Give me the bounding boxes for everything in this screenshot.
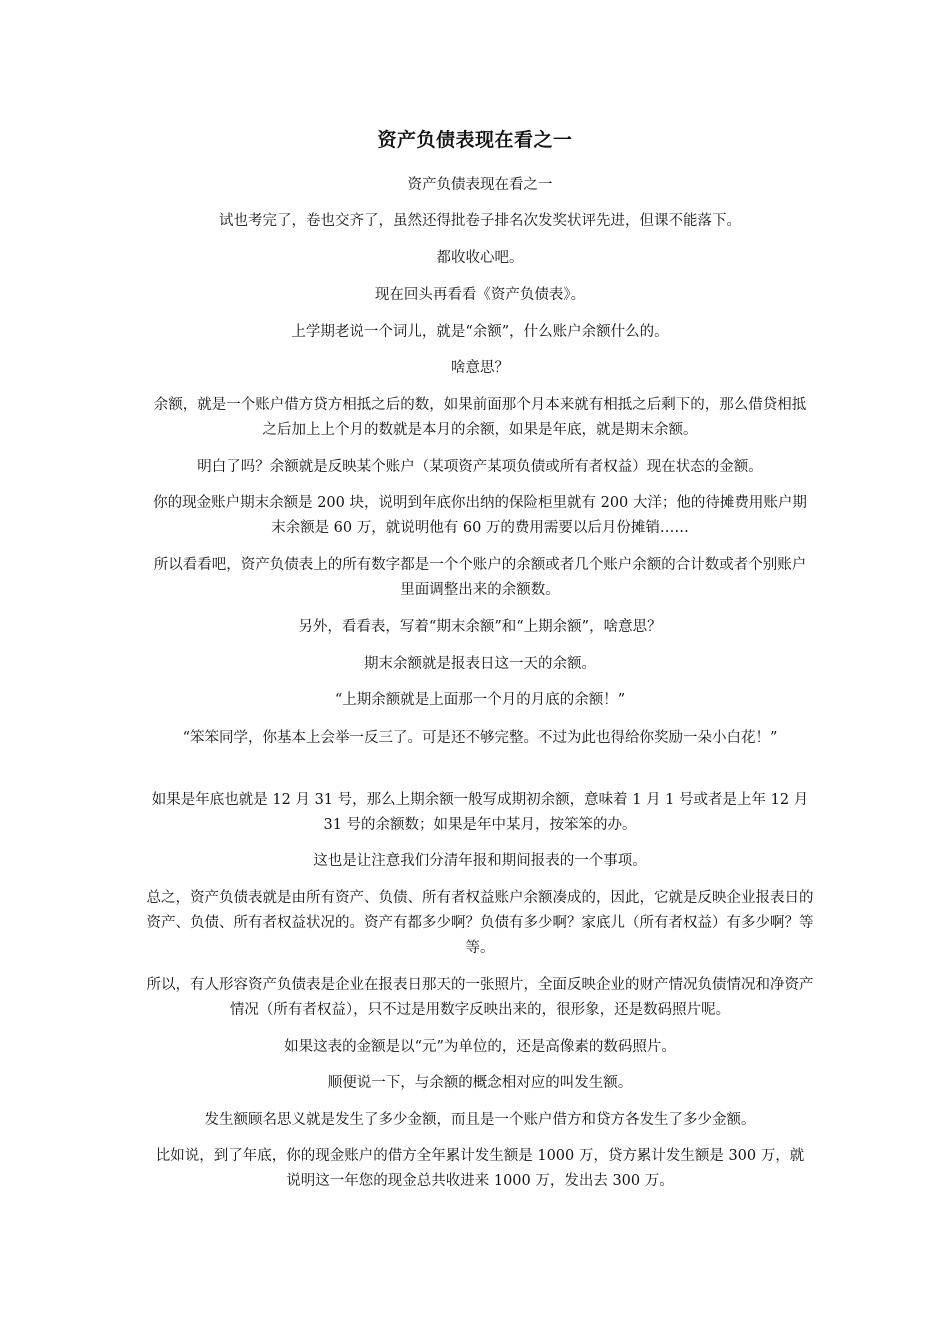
paragraph: 试也考完了，卷也交齐了，虽然还得批卷子排名次发奖状评先进，但课不能落下。: [219, 213, 741, 229]
paragraph: 总之，资产负债表就是由所有资产、负债、所有者权益账户余额凑成的，因此，它就是反映企业报表日的资产、负债、所有者权益状况的。资产有都多少啊？负债有多少啊？家底儿（所有者权益）有多少啊？等等。: [146, 890, 814, 956]
paragraph: 另外，看看表，写着“期末余额”和“上期余额”，啥意思？: [298, 619, 662, 635]
paragraph: 余额，就是一个账户借方贷方相抵之后的数，如果前面那个月本来就有相抵之后剩下的，那么借贷相抵之后加上上个月的数就是本月的余额，如果是年底，就是期末余额。: [153, 397, 807, 438]
paragraph: 发生额顾名思义就是发生了多少金额，而且是一个账户借方和贷方各发生了多少金额。: [204, 1112, 756, 1128]
paragraph: 现在回头再看看《资产负债表》。: [374, 287, 586, 303]
paragraph: 上学期老说一个词儿，就是“余额”，什么账户余额什么的。: [291, 324, 669, 340]
paragraph-subtitle: 资产负债表现在看之一: [407, 177, 553, 193]
paragraph: 顺便说一下，与余额的概念相对应的叫发生额。: [327, 1075, 633, 1091]
paragraph: “上期余额就是上面那一个月的月底的余额！”: [334, 692, 626, 708]
paragraph: “笨笨同学，你基本上会举一反三了。可是还不够完整。不过为此也得给你奖励一朵小白花！”: [182, 730, 778, 746]
paragraph: 所以看看吧，资产负债表上的所有数字都是一个个账户的余额或者几个账户余额的合计数或者个别账户里面调整出来的余额数。: [153, 557, 807, 598]
paragraph: 比如说，到了年底，你的现金账户的借方全年累计发生额是 1000 万，贷方累计发生额是 300 万，就说明这一年您的现金总共收进来 1000 万，发出去 300 万。: [155, 1148, 805, 1189]
paragraph: 你的现金账户期末余额是 200 块，说明到年底你出纳的保险柜里就有 200 大洋；他的待摊费用账户期末余额是 60 万，就说明他有 60 万的费用需要以后月份摊销……: [153, 495, 807, 536]
paragraph: 啥意思？: [451, 360, 509, 376]
paragraph: 明白了吗？余额就是反映某个账户（某项资产某项负债或所有者权益）现在状态的金额。: [197, 459, 763, 475]
paragraph: 如果是年底也就是 12 月 31 号，那么上期余额一般写成期初余额，意味着 1 月 1 号或者是上年 12 月 31 号的余额数；如果是年中某月，按笨笨的办。: [151, 792, 809, 833]
paragraph: 所以，有人形容资产负债表是企业在报表日那天的一张照片，全面反映企业的财产情况负债情况和净资产情况（所有者权益），只不过是用数字反映出来的，很形象，还是数码照片呢。: [146, 977, 814, 1018]
paragraph: 如果这表的金额是以“元”为单位的，还是高像素的数码照片。: [284, 1039, 676, 1055]
paragraph: 都收收心吧。: [436, 250, 524, 266]
paragraph: 期末余额就是报表日这一天的余额。: [364, 656, 596, 672]
document-title: 资产负债表现在看之一: [377, 129, 573, 151]
paragraph: 这也是让注意我们分清年报和期间报表的一个事项。: [313, 853, 647, 869]
